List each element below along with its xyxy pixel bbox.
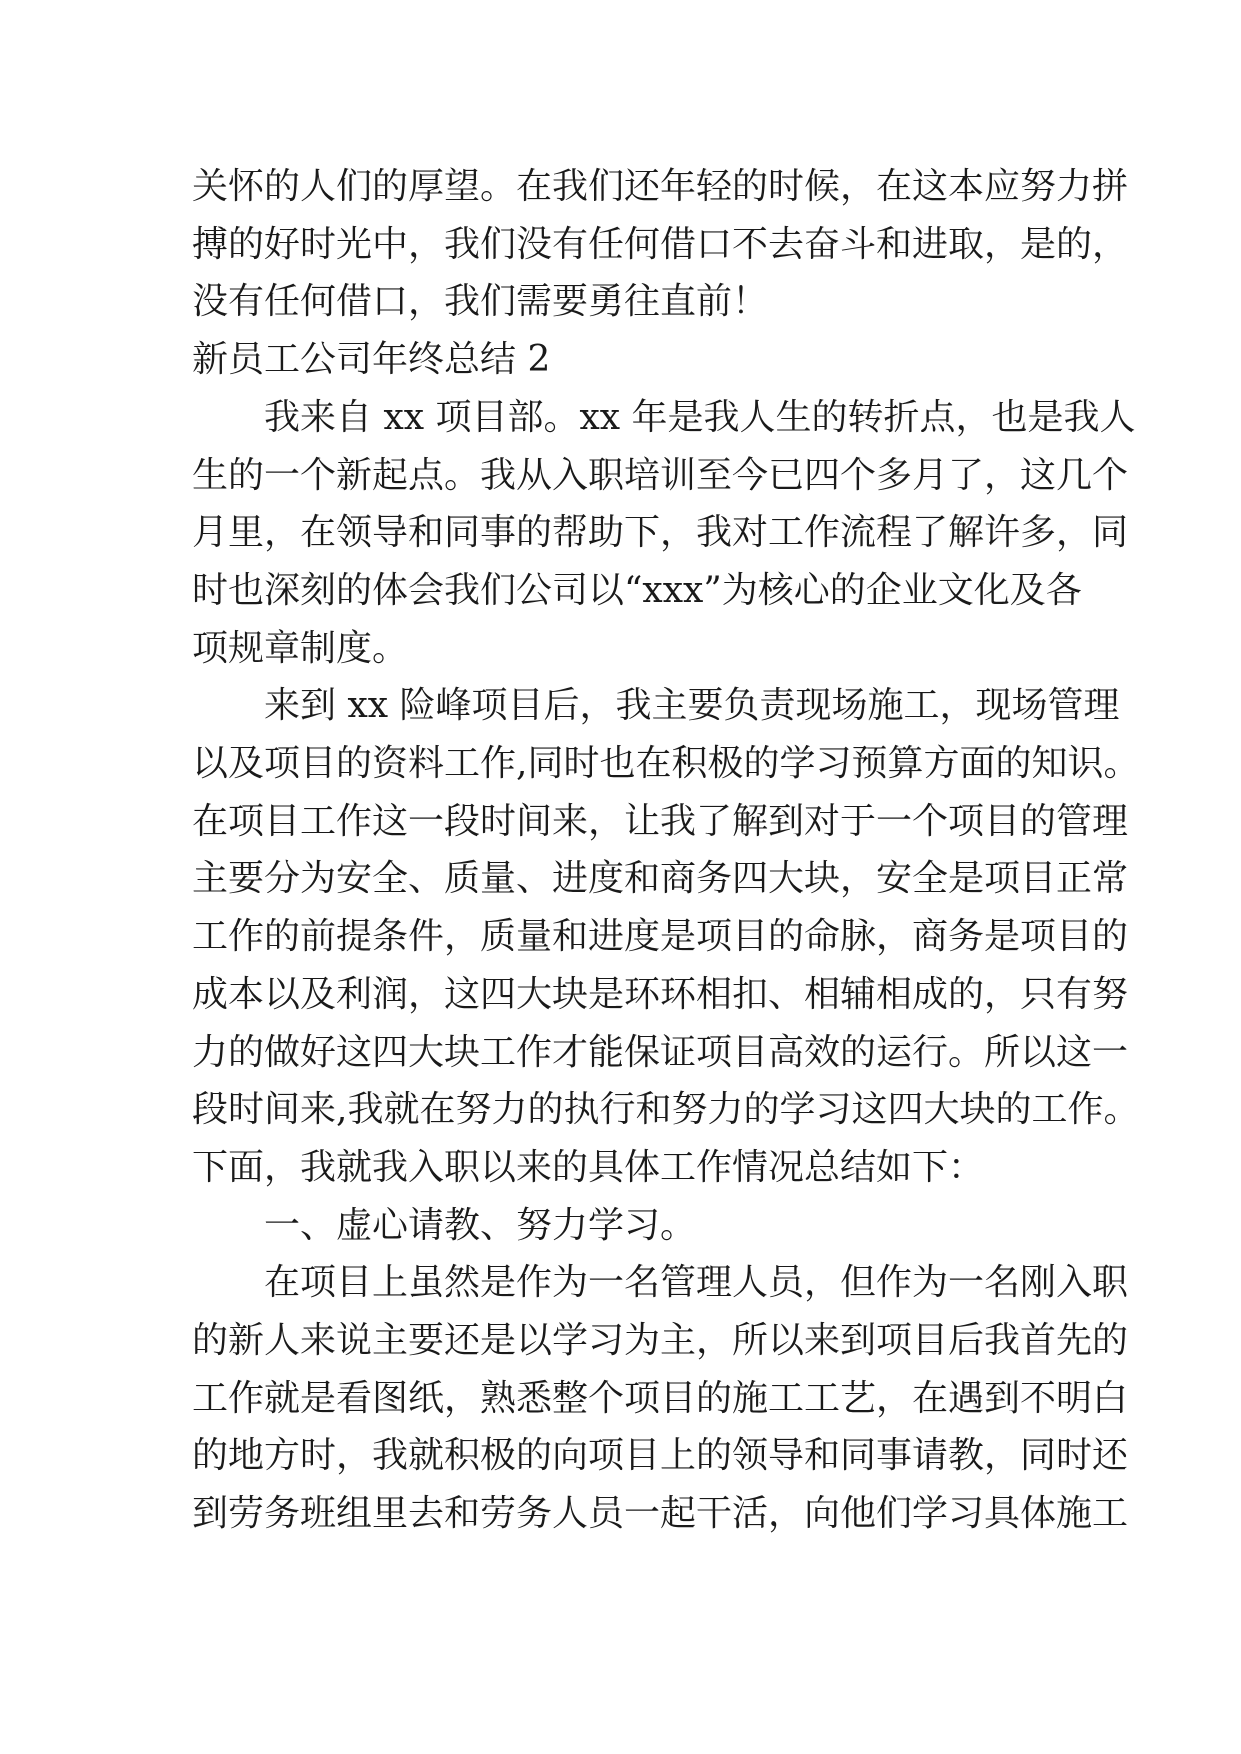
text-line: 项规章制度。 [192,627,409,669]
text-line: 段时间来,我就在努力的执行和努力的学习这四大块的工作。 [192,1089,1140,1131]
text-line: 关怀的人们的厚望。在我们还年轻的时候，在这本应努力拼 [192,166,1129,207]
text-line: 时也深刻的体会我们公司以“xxx”为核心的企业文化及各 [192,569,1082,611]
text-line: 在项目工作这一段时间来，让我了解到对于一个项目的管理 [192,800,1129,842]
text-line: 月里，在领导和同事的帮助下，我对工作流程了解许多，同 [192,512,1129,554]
paragraph-1 [192,158,1129,331]
text-line: 主要分为安全、质量、进度和商务四大块，安全是项目正常 [192,858,1129,900]
text-line: 没有任何借口，我们需要勇往直前！ [192,281,769,323]
text-line: 工作的前提条件，质量和进度是项目的命脉，商务是项目的 [192,916,1129,958]
paragraph-4-subheading [192,1197,1072,1255]
text-line: 搏的好时光中，我们没有任何借口不去奋斗和进取，是的， [192,223,1129,265]
text-line: 以及项目的资料工作,同时也在积极的学习预算方面的知识。 [192,743,1140,785]
text-line: 到劳务班组里去和劳务人员一起干活，向他们学习具体施工 [192,1493,1129,1535]
subheading-text: 一、虚心请教、努力学习。 [264,1204,697,1246]
text-line: 生的一个新起点。我从入职培训至今已四个多月了，这几个 [192,454,1129,496]
text-line: 来到 xx 险峰项目后，我主要负责现场施工，现场管理 [264,685,1120,727]
section-heading [192,331,1072,389]
text-line: 的新人来说主要还是以学习为主，所以来到项目后我首先的 [192,1320,1129,1362]
text-line: 工作就是看图纸，熟悉整个项目的施工工艺，在遇到不明白 [192,1377,1129,1419]
text-line: 力的做好这四大块工作才能保证项目高效的运行。所以这一 [192,1031,1129,1073]
paragraph-2 [192,389,1136,678]
text-line: 成本以及利润，这四大块是环环相扣、相辅相成的，只有努 [192,973,1129,1015]
heading-text: 新员工公司年终总结 2 [192,339,551,381]
text-line: 的地方时，我就积极的向项目上的领导和同事请教，同时还 [192,1435,1129,1477]
document-body [192,158,1140,1543]
paragraph-3 [192,677,1140,1196]
paragraph-5 [192,1254,1129,1543]
text-line: 在项目上虽然是作为一名管理人员，但作为一名刚入职 [264,1262,1129,1304]
text-line: 下面，我就我入职以来的具体工作情况总结如下： [192,1146,985,1188]
text-line: 我来自 xx 项目部。xx 年是我人生的转折点，也是我人 [264,396,1136,438]
